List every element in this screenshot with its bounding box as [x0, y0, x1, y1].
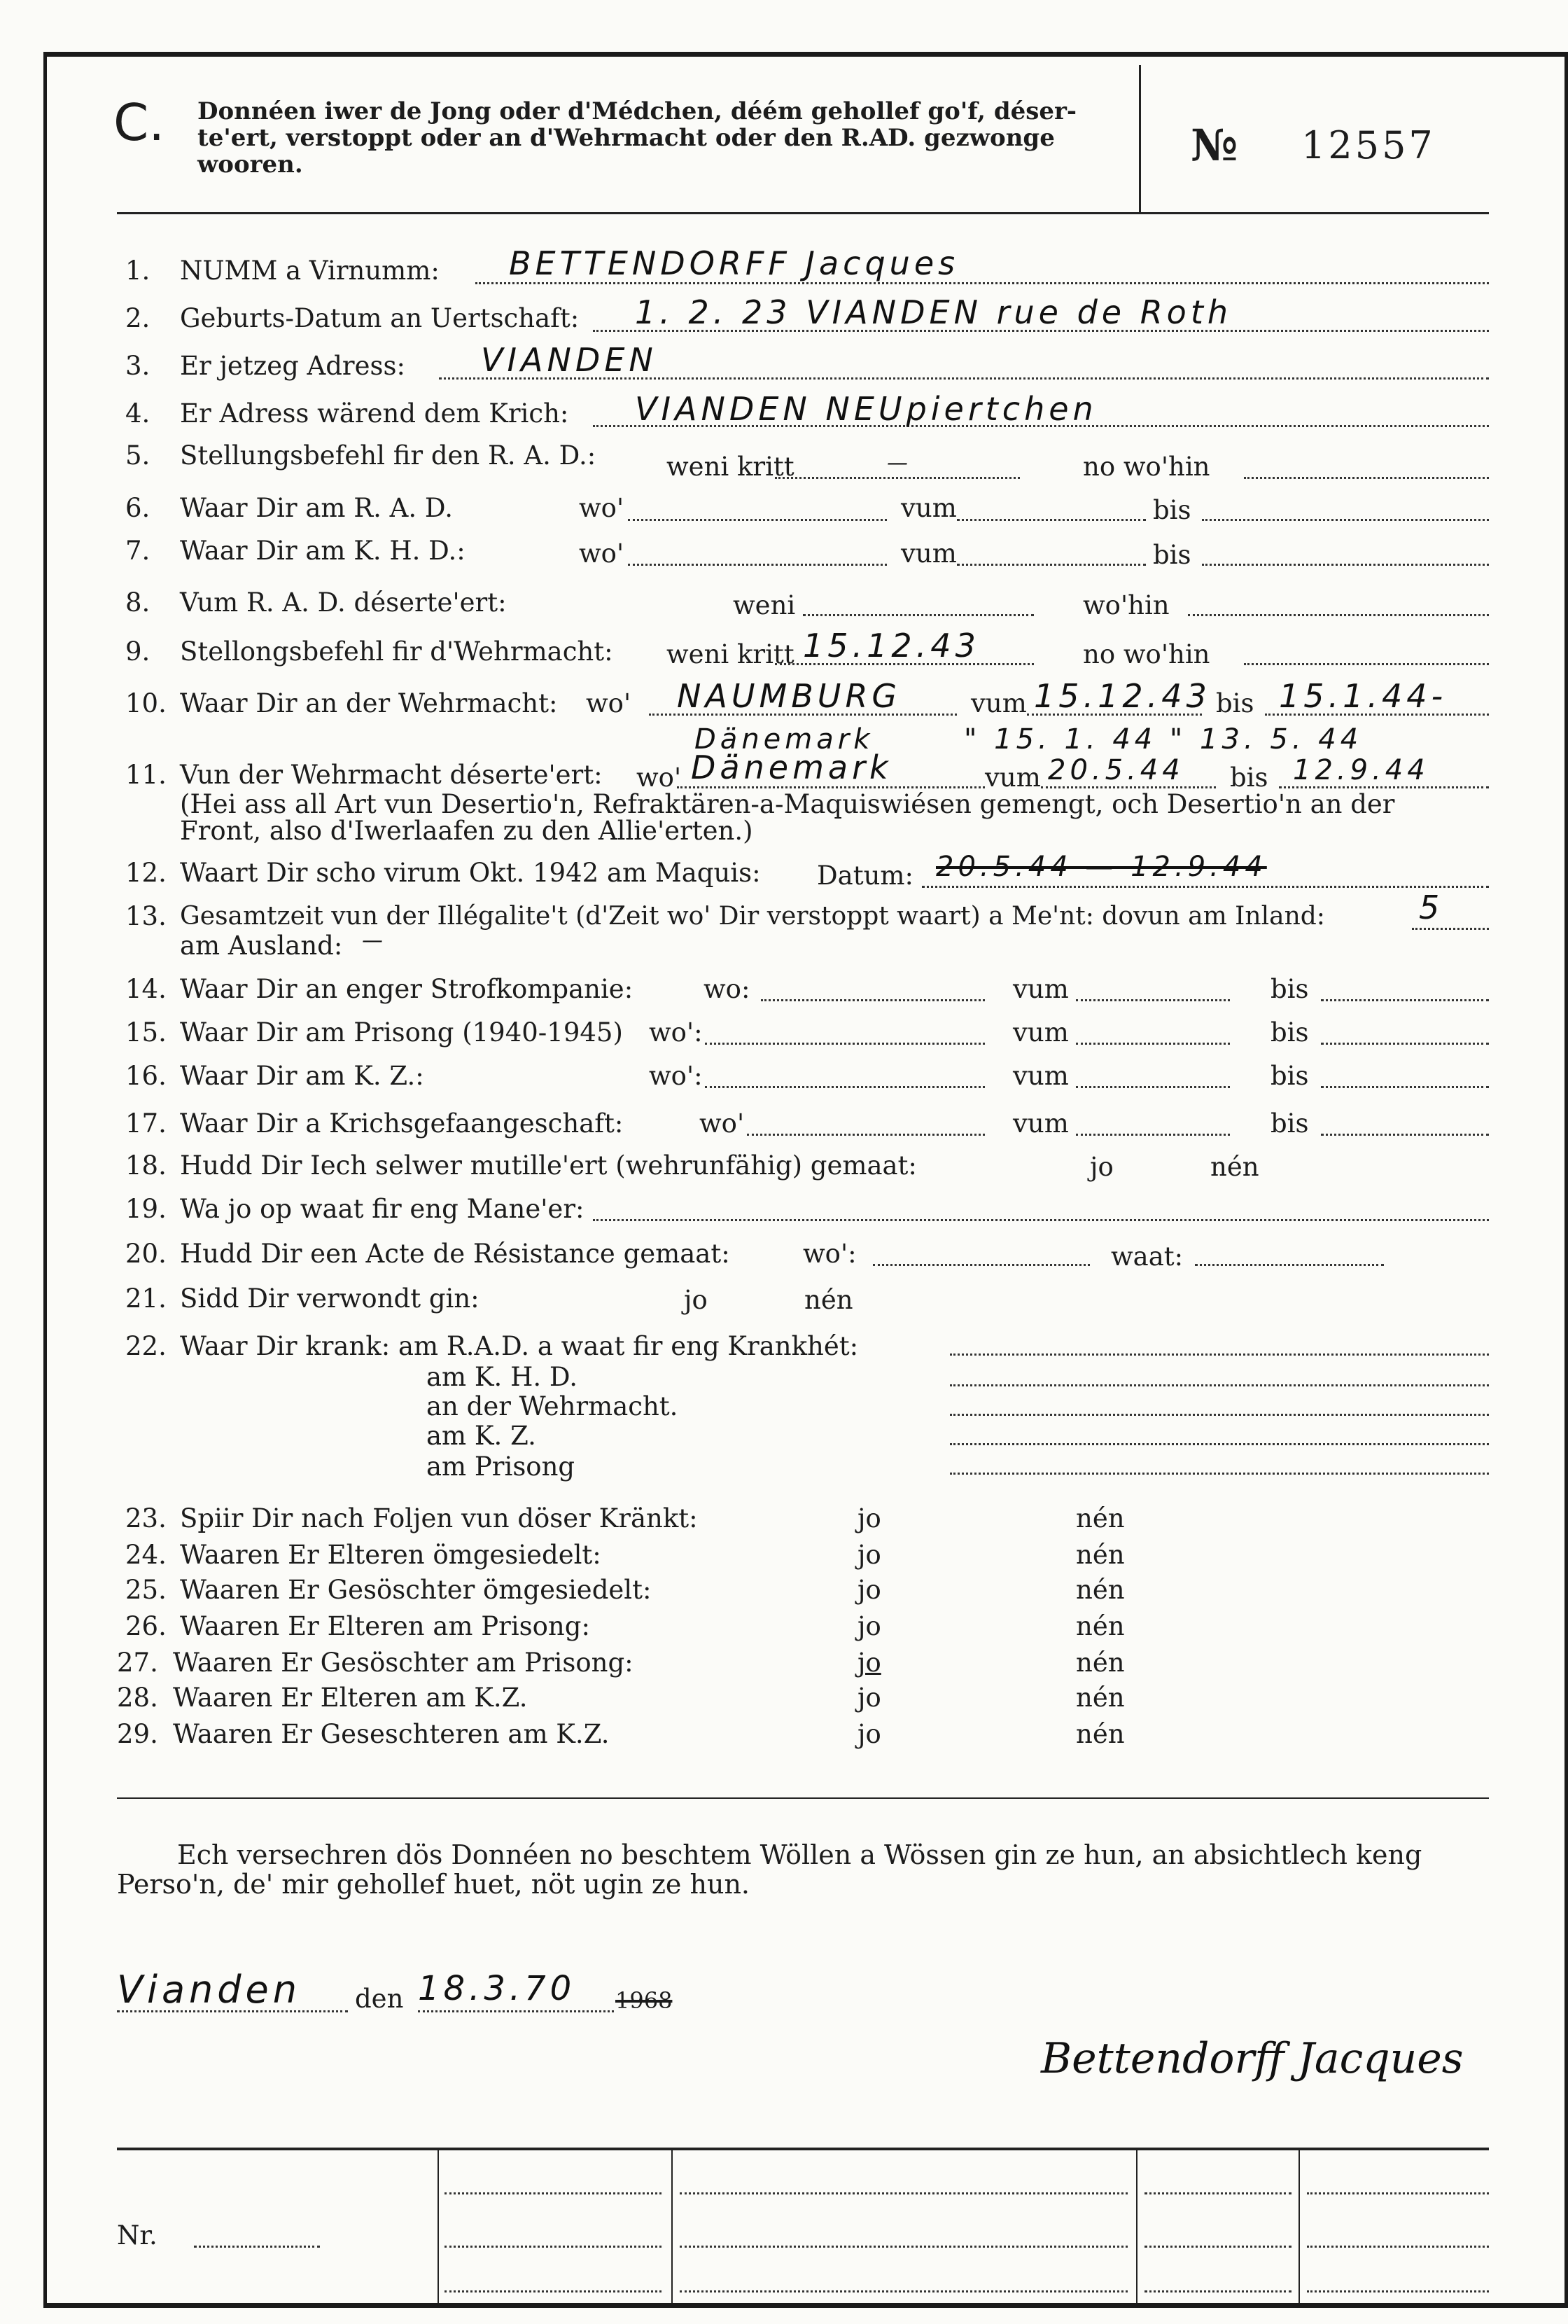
row-25-num: 25.	[125, 1575, 167, 1605]
row-2-label: Geburts-Datum an Uertschaft:	[180, 303, 580, 333]
row-1-label: NUMM a Virnumm:	[180, 256, 440, 286]
row-12-label: Waart Dir scho virum Okt. 1942 am Maquis:	[180, 858, 761, 888]
row-3-value: VIANDEN	[481, 341, 657, 379]
den-label: den	[355, 1984, 404, 2014]
row-3-label: Er jetzeg Adress:	[180, 351, 405, 381]
section-letter: C.	[113, 93, 165, 152]
row-16-label: Waar Dir am K. Z.:	[180, 1061, 424, 1091]
row-17-num: 17.	[125, 1108, 167, 1139]
row-7-num: 7.	[125, 536, 150, 566]
row-10b-value-2: " 15. 1. 44 " 13. 5. 44	[964, 723, 1363, 756]
row-10b-value: Dänemark	[694, 723, 874, 756]
row-7-label: Waar Dir am K. H. D.:	[180, 536, 465, 566]
number-symbol: №	[1191, 120, 1238, 171]
row-5-num: 5.	[125, 440, 150, 471]
declaration-line-1: Ech versechren dös Donnéen no beschtem Wöllen a Wössen gin ze hun, an absichtlech keng	[177, 1839, 1422, 1870]
header-line-1: Donnéen iwer de Jong oder d'Médchen, déém gehollef go'f, déser-	[197, 97, 1077, 125]
date-value: 18.3.70	[418, 1969, 576, 2008]
row-28-num: 28.	[117, 1683, 158, 1713]
row-11-num: 11.	[125, 760, 167, 790]
row-21-label: Sidd Dir verwondt gin:	[180, 1283, 479, 1314]
declaration-rule	[117, 1797, 1489, 1799]
form-number: 12557	[1301, 123, 1436, 167]
row-14-num: 14.	[125, 974, 167, 1004]
row-29-num: 29.	[117, 1719, 158, 1749]
header-divider	[1139, 65, 1141, 212]
row-9-num: 9.	[125, 636, 150, 667]
row-1-num: 1.	[125, 256, 150, 286]
row-11-label: Vun der Wehrmacht déserte'ert:	[180, 760, 603, 790]
row-19-num: 19.	[125, 1194, 167, 1224]
row-26-num: 26.	[125, 1611, 167, 1641]
row-4-value: VIANDEN NEUpiertchen	[635, 390, 1098, 428]
row-4-label: Er Adress wärend dem Krich:	[180, 398, 569, 429]
row-23-num: 23.	[125, 1503, 167, 1533]
row-25-label: Waaren Er Gesöschter ömgesiedelt:	[180, 1575, 652, 1605]
row-20-label: Hudd Dir een Acte de Résistance gemaat:	[180, 1239, 730, 1269]
footer-top-rule	[117, 2148, 1489, 2150]
row-15-num: 15.	[125, 1017, 167, 1048]
row-13-abroad: am Ausland:	[180, 931, 343, 961]
row-13-label: Gesamtzeit vun der Illégalite't (d'Zeit wo' Dir verstoppt waart) a Me'nt: dovun am Inland:	[180, 902, 1325, 931]
row-1-value: BETTENDORFF Jacques	[509, 244, 960, 282]
place-value: Vianden	[117, 1968, 301, 2012]
row-17-label: Waar Dir a Krichsgefaangeschaft:	[180, 1108, 624, 1139]
row-22-label: Waar Dir krank: am R.A.D. a waat fir eng Krankhét:	[180, 1331, 859, 1361]
row-4-num: 4.	[125, 398, 150, 429]
row-18-num: 18.	[125, 1150, 167, 1181]
row-11-note-2: Front, also d'Iwerlaafen zu den Allie'erten.)	[180, 816, 753, 846]
row-24-num: 24.	[125, 1540, 167, 1570]
row-11-note-1: (Hei ass all Art vun Desertio'n, Refraktären-a-Maquiswiésen gemengt, och Desertio'n an der	[180, 789, 1395, 819]
footer-nr-label: Nr.	[117, 2220, 158, 2250]
row-21-num: 21.	[125, 1283, 167, 1314]
row-8-label: Vum R. A. D. déserte'ert:	[180, 587, 507, 618]
row-8-num: 8.	[125, 587, 150, 618]
row-28-label: Waaren Er Elteren am K.Z.	[173, 1683, 528, 1713]
row-5-label: Stellungsbefehl fir den R. A. D.:	[180, 440, 596, 471]
printed-year: 1968	[615, 1987, 673, 2014]
row-6-num: 6.	[125, 493, 150, 523]
row-16-num: 16.	[125, 1061, 167, 1091]
row-12-num: 12.	[125, 858, 167, 888]
row-22-num: 22.	[125, 1331, 167, 1361]
row-2-value: 1. 2. 23 VIANDEN rue de Roth	[635, 293, 1233, 331]
row-27-jo-underlined: jo	[858, 1648, 881, 1678]
header-line-3: wooren.	[197, 151, 303, 179]
row-27-num: 27.	[117, 1648, 158, 1678]
signature: Bettendorff Jacques	[1041, 2034, 1464, 2083]
row-15-label: Waar Dir am Prisong (1940-1945)	[180, 1017, 623, 1048]
row-6-label: Waar Dir am R. A. D.	[180, 493, 453, 523]
row-10-num: 10.	[125, 688, 167, 718]
row-23-label: Spiir Dir nach Foljen vun döser Kränkt:	[180, 1503, 698, 1533]
row-24-label: Waaren Er Elteren ömgesiedelt:	[180, 1540, 601, 1570]
row-27-label: Waaren Er Gesöschter am Prisong:	[173, 1648, 634, 1678]
row-2-num: 2.	[125, 303, 150, 333]
row-14-label: Waar Dir an enger Strofkompanie:	[180, 974, 634, 1004]
row-3-num: 3.	[125, 351, 150, 381]
row-10-label: Waar Dir an der Wehrmacht:	[180, 688, 558, 718]
row-9-label: Stellongsbefehl fir d'Wehrmacht:	[180, 636, 613, 667]
row-20-num: 20.	[125, 1239, 167, 1269]
row-18-label: Hudd Dir Iech selwer mutille'ert (wehrunfähig) gemaat:	[180, 1150, 917, 1181]
form-page: C. Donnéen iwer de Jong oder d'Médchen, déém gehollef go'f, déser- te'ert, verstoppt oder an d'Wehrmacht oder den R.AD. gezwonge wooren. № 12557 1. NUMM a Virnumm: BETTENDORFF Jacques 2. Geburts-Datum an Uertschaft: 1. 2. 23 VIANDEN rue de Roth 3. Er jetzeg Adress: VIANDEN 4. Er Adress wärend dem Krich: VIANDEN NEUpiertchen 5. Stellungsbefehl fir den R. A. D.: weni kritt — no wo'hin 6. Waar Dir am R. A. D. wo' vum bis 7. Waar Dir am K. H. D.: wo' vum bis 8. Vum R. A. D. déserte'ert: weni wo'hin 9. Stellongsbefehl fir d'Wehrmacht: weni kritt 15.12.43 no wo'hin 10. Waar Dir an der Wehrmacht: wo' NAUMBURG vum 15.12.43 bis 15.1.44- Dänemark " 15. 1. 44 " 13. 5. 44 11. Vun der Wehrmacht déserte'ert: wo' Dänemark vum 20.5.44 bis 12.9.44 (Hei ass all Art vun Desertio'n, Refraktären-a-Maquiswiésen gemengt, och Desertio'n an der Front, also d'Iwerlaafen zu den Allie'erten.) 12. Waart Dir scho virum Okt. 1942 am Maquis: Datum: 20.5.44 — 12.9.44 13. Gesamtzeit vun der Illégalite't (d'Zeit wo' Dir verstoppt waart) a Me'nt: dovun am Inland: 5 am Ausland: — 14. Waar Dir an enger Strofkompanie: wo: vum bis 15. Waar Dir am Prisong (1940-1945) wo': vum bis 16. Waar Dir am K. Z.: wo': vum bis 17. Waar Dir a Krichsgefaangeschaft: wo' vum bis 18. Hudd Dir Iech selwer mutille'ert (wehrunfähig) gemaat: jo nén 19. Wa jo op waat fir eng Mane'er: 20. Hudd Dir een Acte de Résistance gemaat: wo': waat: 21. Sidd Dir verwondt gin: jo nén 22. Waar Dir krank: am R.A.D. a waat fir eng Krankhét: am K. H. D. an der Wehrmacht. am K. Z. am Prisong 23. Spiir Dir nach Foljen vun döser Kränkt: jo nén 24. Waaren Er Elteren ömgesiedelt: jo nén 25. Waaren Er Gesöschter ömgesiedelt: jo nén 26. Waaren Er Elteren am Prisong: jo nén 27. Waaren Er Gesöschter am Prisong: jo nén 28. Waaren Er Elteren am K.Z. jo nén 29. Waaren Er Geseschteren am K.Z. jo nén Ech versechren dös Donnéen no beschtem Wöllen a Wössen gin ze hun, an absichtlech keng Perso'n, de' mir gehollef huet, nöt ugin ze hun. Vianden den 18.3.70 1968 Bettendorff Jacques Nr.	[43, 52, 1568, 2308]
row-26-label: Waaren Er Elteren am Prisong:	[180, 1611, 590, 1641]
header-line-2: te'ert, verstoppt oder an d'Wehrmacht oder den R.AD. gezwonge	[197, 124, 1055, 152]
row-19-label: Wa jo op waat fir eng Mane'er:	[180, 1194, 584, 1224]
row-13-num: 13.	[125, 901, 167, 931]
header-rule	[117, 212, 1489, 214]
declaration-line-2: Perso'n, de' mir gehollef huet, nöt ugin ze hun.	[117, 1869, 750, 1900]
row-29-label: Waaren Er Geseschteren am K.Z.	[173, 1719, 610, 1749]
